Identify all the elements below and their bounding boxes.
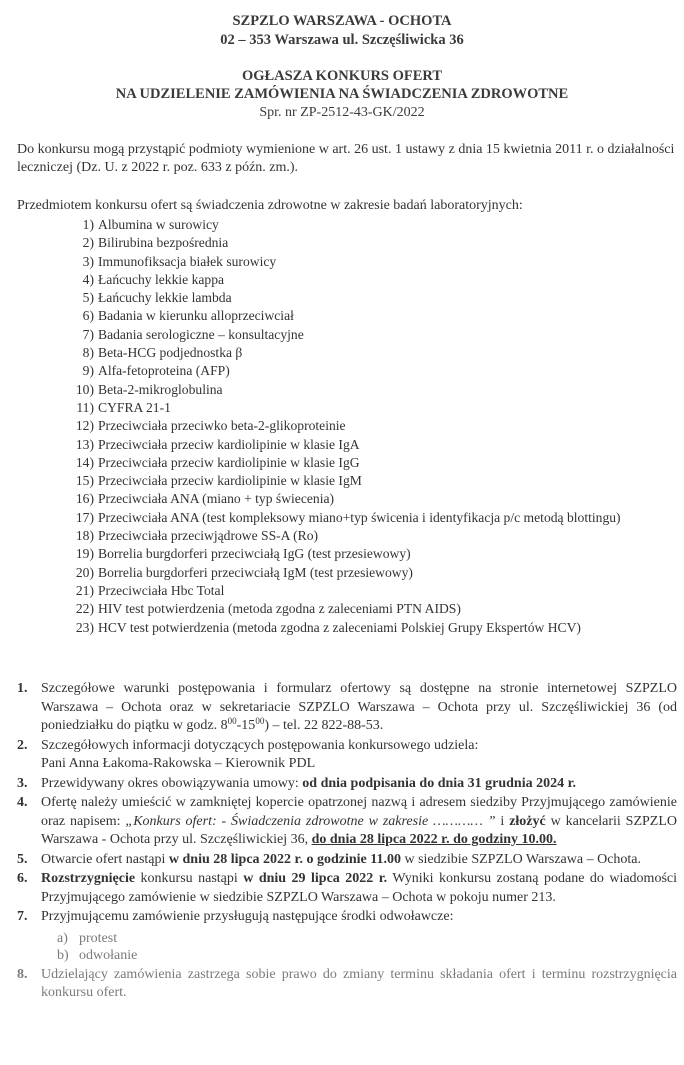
test-name: Borrelia burgdorferi przeciwciałą IgG (test przesiewowy) [98, 546, 411, 562]
point-8: 8. Udzielający zamówienia zastrzega sobie prawo do zmiany terminu składania ofert i terminu rozstrzygnięcia konkursu ofert. [17, 966, 677, 1003]
test-name: Beta-2-mikroglobulina [98, 381, 223, 397]
test-number: 8) [82, 345, 94, 361]
test-name: Badania w kierunku alloprzeciwciał [98, 308, 294, 324]
conditions-list [17, 680, 677, 1004]
test-item [60, 326, 680, 344]
point-3: 3. Przewidywany okres obowiązywania umowy: od dnia podpisania do dnia 31 grudnia 2024 r. [17, 775, 677, 794]
remedy-item: b) odwołanie [57, 948, 138, 963]
intro-paragraph: Do konkursu mogą przystąpić podmioty wymienione w art. 26 ust. 1 ustawy z dnia 15 kwietnia 2011 r. o działalności leczniczej (Dz. U. z 2022 r. poz. 633 z późn. zm.). [17, 142, 675, 175]
point-number: 6. [17, 871, 28, 886]
point-number: 4. [17, 795, 28, 810]
announcement-subtitle: NA UDZIELENIE ZAMÓWIENIA NA ŚWIADCZENIA ZDROWOTNE [115, 86, 569, 102]
test-number: 22) [75, 601, 94, 617]
test-item [60, 454, 680, 472]
test-number: 9) [82, 363, 94, 379]
test-item [60, 399, 680, 417]
test-number: 2) [82, 235, 94, 251]
test-item [60, 472, 680, 490]
test-name: Badania serologiczne – konsultacyjne [98, 326, 304, 342]
org-name: SZPZLO WARSZAWA - OCHOTA [232, 13, 452, 29]
test-number: 4) [82, 271, 94, 287]
point-number: 5. [17, 851, 28, 867]
test-item [60, 436, 680, 454]
test-number: 18) [75, 528, 94, 544]
test-item [60, 289, 680, 307]
test-name: Przeciwciała przeciwjądrowe SS-A (Ro) [98, 528, 319, 544]
tests-list [60, 216, 680, 637]
announcement-title: OGŁASZA KONKURS OFERT [241, 68, 443, 84]
test-name: Przeciwciała przeciwko beta-2-glikoproteinie [98, 418, 346, 434]
test-name: Borrelia burgdorferi przeciwciałą IgM (test przesiewowy) [98, 564, 413, 580]
test-item [60, 307, 680, 325]
test-item [60, 582, 680, 600]
test-name: Alfa-fetoproteina (AFP) [98, 363, 230, 379]
point-7: 7. Przyjmującemu zamówienie przysługują następujące środki odwoławcze: a) protest b) odwołanie [17, 908, 677, 965]
test-name: CYFRA 21-1 [98, 399, 171, 415]
test-number: 21) [75, 582, 94, 598]
test-name: Przeciwciała przeciw kardiolipinie w klasie IgG [98, 454, 360, 470]
test-number: 12) [75, 418, 94, 434]
test-name: Łańcuchy lekkie kappa [98, 271, 225, 287]
test-item [60, 234, 680, 252]
point-number: 1. [17, 681, 28, 696]
test-name: Przeciwciała Hbc Total [98, 582, 225, 598]
point-1: 1. Szczegółowe warunki postępowania i formularz ofertowy są dostępne na stronie internetowej SZPZLO Warszawa – Ochota oraz w sekretariacie SZPZLO Warszawa – Ochota przy ul. Szczęśliwickiej 36 (od poniedziałku do piątku w godz. $8^{00}-15^{00}$) – tel. 22 822-88-53. [17, 680, 677, 736]
test-number: 19) [75, 546, 94, 562]
point-5: 5. Otwarcie ofert nastąpi w dniu 28 lipca 2022 r. o godzinie 11.00 w siedzibie SZPZLO Warszawa – Ochota. [17, 851, 677, 870]
org-address: 02 – 353 Warszawa ul. Szczęśliwicka 36 [220, 32, 464, 48]
point-6: 6. Rozstrzygnięcie konkursu nastąpi w dniu 29 lipca 2022 r. Wyniki konkursu zostaną podane do wiadomości Przyjmującego zamówienie w siedzibie SZPZLO Warszawa – Ochota w pokoju numer 213. [17, 870, 677, 907]
test-item [60, 253, 680, 271]
point-4: 4. Ofertę należy umieścić w zamkniętej kopercie opatrzonej nazwą i adresem siedziby Przyjmującego zamówienie oraz napisem: „Konkurs ofert: - Świadczenia zdrowotne w zakresie ………… ” i złożyć w kancelarii SZPZLO Warszawa - Ochota przy ul. Szczęśliwickiej 36, do dnia 28 lipca 2022 r. do godziny 10.00. [17, 794, 677, 850]
test-item [60, 509, 680, 527]
test-number: 17) [75, 509, 94, 525]
test-item [60, 545, 680, 563]
test-number: 7) [82, 326, 94, 342]
test-item [60, 490, 680, 508]
test-item [60, 527, 680, 545]
reference-number: Spr. nr ZP-2512-43-GK/2022 [259, 105, 425, 120]
subject-paragraph: Przedmiotem konkursu ofert są świadczenia zdrowotne w zakresie badań laboratoryjnych: [17, 198, 523, 213]
point-number: 7. [17, 909, 28, 924]
test-item [60, 600, 680, 618]
test-item [60, 381, 680, 399]
remedies-list [57, 930, 677, 965]
test-number: 6) [82, 308, 94, 324]
point-number: 8. [17, 966, 28, 982]
test-name: Przeciwciała przeciw kardiolipinie w klasie IgA [98, 436, 360, 452]
test-number: 10) [75, 381, 94, 397]
test-item [60, 216, 680, 234]
test-name: Przeciwciała ANA (miano + typ świecenia) [98, 491, 335, 507]
point-2: 2. Szczegółowych informacji dotyczących postępowania konkursowego udziela: Pani Anna Łakoma-Rakowska – Kierownik PDL [17, 737, 677, 774]
test-name: Łańcuchy lekkie lambda [98, 290, 232, 306]
test-item [60, 344, 680, 362]
remedy-item: a) protest [57, 930, 118, 946]
test-number: 1) [82, 217, 94, 232]
test-number: 15) [75, 473, 94, 489]
test-name: Przeciwciała przeciw kardiolipinie w klasie IgM [98, 473, 362, 489]
point-number: 3. [17, 775, 28, 791]
test-number: 13) [75, 436, 94, 452]
test-item [60, 417, 680, 435]
test-number: 20) [75, 564, 94, 580]
test-number: 14) [75, 454, 94, 470]
test-name: Beta-HCG podjednostka β [98, 345, 243, 361]
test-number: 11) [76, 399, 94, 415]
test-number: 3) [82, 253, 94, 269]
test-item [60, 362, 680, 380]
test-name: HIV test potwierdzenia (metoda zgodna z zaleceniami PTN AIDS) [98, 601, 461, 617]
deadline: do dnia 28 lipca 2022 r. do godziny 10.00. [311, 832, 557, 847]
test-number: 16) [75, 491, 94, 507]
point-number: 2. [17, 737, 28, 753]
test-name: Przeciwciała ANA (test kompleksowy miano+typ świcenia i identyfikacja p/c metodą blottingu) [98, 509, 621, 525]
test-number: 5) [82, 290, 94, 306]
test-item [60, 619, 680, 637]
test-name: Bilirubina bezpośrednia [98, 235, 229, 251]
test-name: Immunofiksacja białek surowicy [98, 253, 277, 269]
contact-person: Pani Anna Łakoma-Rakowska – Kierownik PDL [41, 756, 316, 771]
test-name: Albumina w surowicy [98, 217, 219, 232]
test-name: HCV test potwierdzenia (metoda zgodna z zaleceniami Polskiej Grupy Ekspertów HCV) [98, 619, 581, 635]
test-item [60, 564, 680, 582]
test-item [60, 271, 680, 289]
test-number: 23) [75, 619, 94, 635]
